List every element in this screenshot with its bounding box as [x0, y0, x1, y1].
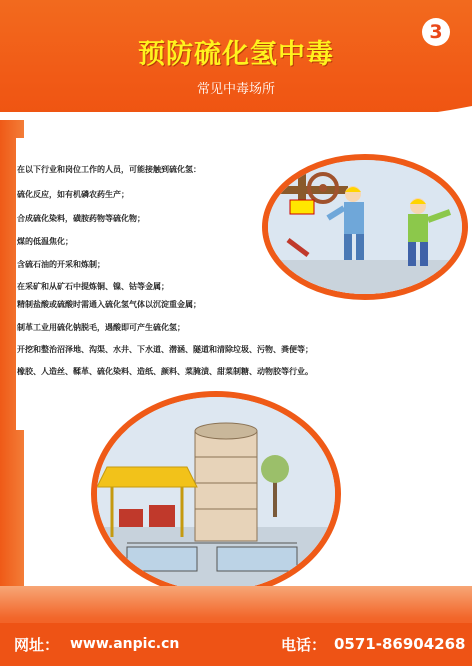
list-item: 精制盐酸或硫酸时需通入硫化氢气体以沉淀重金属；: [17, 300, 201, 309]
plant-scene: [97, 397, 335, 591]
phone-number: 0571-86904268: [334, 635, 466, 653]
workers-illustration: [262, 154, 468, 300]
plant-illustration: [91, 391, 341, 597]
intro-text: 在以下行业和岗位工作的人员，可能接触到硫化氢：: [17, 165, 201, 174]
list-item: 制革工业用硫化钠脱毛，遇酸即可产生硫化氢；: [17, 323, 185, 332]
list-item: 合成硫化染料，磺胺药物等硫化物；: [17, 214, 145, 223]
url-label: 网址：: [14, 636, 60, 654]
poster-subtitle: 常见中毒场所: [196, 82, 275, 97]
phone-label: 电话：: [281, 636, 327, 654]
list-item: 煤的低温焦化；: [17, 237, 73, 246]
list-item: 在采矿和从矿石中提炼铜、镍、钴等金属；: [17, 282, 169, 291]
workers-scene: [268, 160, 462, 294]
list-item: 橡胶、人造丝、鞣革、硫化染料、造纸、颜料、菜腌渍、甜菜制糖、动物胶等行业。: [17, 367, 313, 376]
list-item: 硫化反应，如有机磷农药生产；: [17, 190, 129, 199]
website-link[interactable]: www.anpic.cn: [70, 636, 180, 652]
poster-title: 预防硫化氢中毒: [138, 39, 334, 70]
list-item: 开挖和整治沼泽地、沟渠、水井、下水道、潜涵、隧道和清除垃圾、污物、粪便等；: [17, 345, 313, 354]
header-wave: [0, 98, 472, 138]
page-number-badge: 3: [422, 18, 450, 46]
list-item: 含硫石油的开采和炼制；: [17, 260, 105, 269]
